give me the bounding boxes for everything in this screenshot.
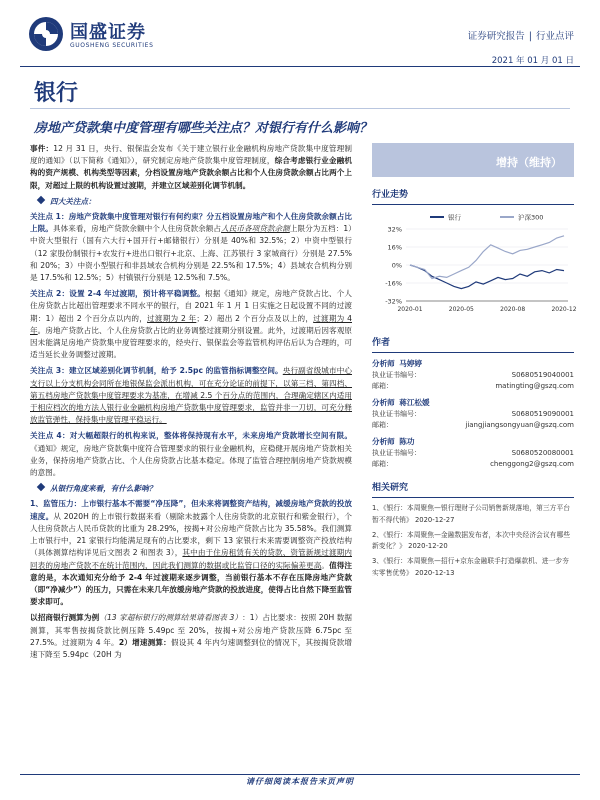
x-tick-label: 2020-08 xyxy=(500,306,526,313)
x-tick-label: 2020-05 xyxy=(448,306,474,313)
y-tick-label: 32% xyxy=(387,225,402,234)
event-text: 12 月 31 日，央行、银保监会发布《关于建立银行业金融机构房地产贷款集中度管理制度的通知》（以下简称《通知》），研究制定房地产贷款集中度管理制度， xyxy=(30,144,352,166)
report-date: 2021 年 01 月 01 日 xyxy=(491,56,574,66)
analyst-card xyxy=(372,397,574,431)
analyst-email-label: 邮箱： xyxy=(372,421,393,429)
legend-label: 沪深300 xyxy=(518,213,544,222)
related-research-item[interactable] xyxy=(372,530,574,554)
trend-chart xyxy=(372,211,577,321)
x-tick-label: 2020-12 xyxy=(551,306,577,313)
analyst-name-row xyxy=(372,358,574,370)
related-item-number: 3、 xyxy=(372,557,384,566)
analyst-card xyxy=(372,358,574,392)
analyst-role: 分析师 xyxy=(372,437,395,446)
analyst-name: 蒋江松媛 xyxy=(399,398,430,407)
related-item-title: 《银行：本周聚焦—银行理财子公司销售新规落地，第三方平台暂不得代销》 xyxy=(372,504,571,524)
related-research-title: 相关研究 xyxy=(372,480,574,498)
related-research-item[interactable] xyxy=(372,556,574,580)
related-item-date: 2020-12-20 xyxy=(405,542,448,551)
related-item-date: 2020-12-13 xyxy=(412,568,455,577)
analyst-email-label: 邮箱： xyxy=(372,460,393,468)
related-item-title: 《银行：本周聚焦—招行+京东金融联手打造爆款机、进一步夯实零售优势》 xyxy=(372,557,569,577)
focus-point-1-lead: 关注点 1：房地产贷款集中度管理对银行有何约束？分五档设置房地产和个人住房贷款余额占比上限。 xyxy=(30,212,352,234)
analyst-card xyxy=(372,436,574,470)
logo-mark-icon xyxy=(28,16,64,52)
analyst-name-row xyxy=(372,436,574,448)
focus-point-4-lead: 关注点 4：对大幅超限行的机构来说，整体将保持现有水平，未来房地产贷款增长空间有限。 xyxy=(30,431,352,441)
sector-divider xyxy=(30,108,570,109)
y-tick-label: -16% xyxy=(385,279,402,288)
analyst-cert-row xyxy=(372,370,574,381)
report-sidebar xyxy=(372,143,577,583)
x-tick-label: 2020-01 xyxy=(397,306,423,313)
sector-title: 银行 xyxy=(34,81,79,106)
impact-2-lead: 以招商银行测算为例 xyxy=(30,613,100,623)
analyst-cert-label: 执业证书编号： xyxy=(372,410,421,418)
report-headline: 房地产贷款集中度管理有哪些关注点？对银行有什么影响？ xyxy=(34,121,373,136)
analyst-cert-row xyxy=(372,448,574,459)
focus-point-4: 关注点 4：对大幅超限行的机构来说，整体将保持现有水平，未来房地产贷款增长空间有限。《通知》规定，房地产贷款集中度符合管理要求的银行业金融机构，应稳健开展房地产贷款相关业务，保持房地产贷款占比、个人住房贷款占比基本稳定。体现了监管合理控制房地产贷款规模的意图。 xyxy=(30,431,352,478)
footer-disclaimer: 请仔细阅读本报告末页声明 xyxy=(246,777,354,786)
related-research-list xyxy=(372,503,574,580)
focus-point-2: 关注点 2：设置 2-4 年过渡期，预计将平稳调整。根据《通知》规定，房地产贷款占比、个人住房贷款占比超出管理要求不同水平的银行，自 2021 年 1 月 1 日实施之日起设置不同的过渡期：1）超出 2 个百分点以内的，过渡期为 2 年；2）超出 2 个百分点及以上的，过渡期为 4 年。房地产贷款占比、个人住房贷款占比的业务调整过渡期分别设置。此外，过渡期后因客观原因未能满足房地产贷款集中度管理要求的，经央行、银保监会等监管机构评估后认为合理的，可适当延长业务调整过渡期。 xyxy=(30,289,352,360)
y-tick-label: 16% xyxy=(387,243,402,252)
focus-point-3: 关注点 3：建立区域差别化调节机制，给予 2.5pc 的监管指标调整空间。央行副省级城市中心支行以上分支机构会同所在地银保监会派出机构，可在充分论证的前提下，以第三档、第四档、第五档房地产贷款集中度管理要求为基准，在增减 2.5 个百分点的范围内，合理确定辖区内适用于相应档次的地方法人银行业金融机构房地产贷款集中度管理要求，监管并非一刀切，可充分释放监管弹性，保持集中度管理平稳运行。 xyxy=(30,366,352,425)
diamond-bullet-icon xyxy=(37,196,45,204)
company-logo xyxy=(28,14,188,60)
analyst-email-row xyxy=(372,420,574,431)
event-paragraph xyxy=(30,143,352,192)
rating-banner: 增持（维持） xyxy=(372,143,574,177)
legend-label: 银行 xyxy=(448,213,461,222)
related-item-number: 1、 xyxy=(372,504,384,512)
diamond-bullet-icon xyxy=(37,483,45,491)
footer-divider xyxy=(20,774,580,775)
report-category: 行业点评 xyxy=(535,31,574,42)
focus-point-1: 关注点 1：房地产贷款集中度管理对银行有何约束？分五档设置房地产和个人住房贷款余额占比上限。具体来看，房地产贷款余额中个人住房贷款余额占人民币各项贷款余额上限分为五档：1）中资大型银行（国有六大行+国开行+邮储银行）分别是 40%和 32.5%；2）中资中型银行（12 家股份制银行+农发行+进出口银行+北京、上海、江苏银行 3 家城商行）分别是 27.5%和 20%；3）中资小型银行和非县域农合机构分别是 22.5%和 17.5%；4）县域农合机构分别是 17.5%和 12.5%；5）村镇银行分别是 12.5%和 7.5%。 xyxy=(30,212,353,283)
y-tick-label: 0% xyxy=(391,261,402,270)
analyst-email[interactable]: jiangjiangsongyuan@gszq.com xyxy=(465,421,574,429)
analyst-name-row xyxy=(372,397,574,409)
report-body xyxy=(30,143,352,665)
analyst-role: 分析师 xyxy=(372,359,395,368)
y-tick-label: -32% xyxy=(385,297,402,306)
trend-title: 行业走势 xyxy=(372,187,574,205)
related-item-date: 2020-12-27 xyxy=(412,515,455,524)
focus-point-2-lead: 关注点 2：设置 2-4 年过渡期，预计将平稳调整。 xyxy=(30,289,205,299)
impact-paragraph-2: 以招商银行测算为例（13 家超标银行的测算结果请看图表 3）：1）占比要求：按照 20H 数据测算，其零售按揭贷款比例压降 5.49pc 至 20%，按揭+对公房地产贷款压降 6.75pc 至 27.5%。过渡期为 4 年。2）增速测算：假设其 4 年内匀速调整到位的情况下，其按揭贷款增速下降至 5.94pc（20H 为 xyxy=(30,613,352,659)
analyst-email[interactable]: matingting@gszq.com xyxy=(495,382,574,390)
analyst-cert-row xyxy=(372,409,574,420)
impact-1-lead: 1、监管压力：上市银行基本不需要“净压降”，但未来将调整资产结构，减缓房地产贷款的投放速度。 xyxy=(30,499,352,521)
report-type: 证券研究报告 xyxy=(467,31,525,42)
analyst-name: 陈功 xyxy=(399,437,415,446)
analyst-email[interactable]: chenggong2@gszq.com xyxy=(490,460,574,468)
trend-chart-svg xyxy=(372,211,577,321)
analyst-email-row xyxy=(372,381,574,392)
related-item-title: 《银行：本周聚焦—金融数据发布者，本次中央经济会议有哪些新变化？》 xyxy=(372,530,571,551)
header-separator: | xyxy=(528,31,532,42)
analyst-role: 分析师 xyxy=(372,398,395,407)
related-research-item[interactable] xyxy=(372,503,574,527)
related-item-number: 2、 xyxy=(372,530,384,539)
logo-chinese-name: 国盛证券 xyxy=(70,22,146,43)
header-divider xyxy=(20,66,580,67)
analyst-email-row xyxy=(372,459,574,470)
analyst-cert: S0680519040001 xyxy=(511,371,574,379)
report-header xyxy=(20,8,580,66)
analyst-cert-label: 执业证书编号： xyxy=(372,371,421,379)
section-heading-impact: 从银行角度来看，有什么影响？ xyxy=(38,483,352,495)
analysts-title: 作者 xyxy=(372,335,574,353)
series-line-bank xyxy=(410,265,564,289)
analyst-cert: S0680520080001 xyxy=(511,449,574,457)
report-type-line xyxy=(468,28,574,42)
event-bold: 综合考虑银行业金融机构的资产规模、机构类型等因素，分档设置房地产贷款余额占比和个人住房贷款余额占比两个上限，对超过上限的机构设置过渡期，并建立区域差别化调节机制。 xyxy=(30,156,353,190)
analyst-name: 马婷婷 xyxy=(399,359,423,368)
section-heading-focus: 四大关注点： xyxy=(38,196,352,208)
impact-paragraph-1: 1、监管压力：上市银行基本不需要“净压降”，但未来将调整资产结构，减缓房地产贷款的投放速度。从 2020H 的上市银行数据来看（剔除未披露个人住房贷款的北京银行和紫金银行），个人住房贷款占人民币贷款的比重为 28.29%，按揭+对公房地产贷款占比为 35.58%。我们测算上市银行中，21 家银行均能满足现有的占比要求，剩下 13 家银行未来需要调整资产投放结构（具体测算结构详见后文图表 2 和图表 3），其中由于住房租赁有关的贷款、资管新规过渡期内回表的房地产贷款不在统计范围内，因此我们测算的数据或比监管口径的实际偏差更高。值得注意的是，本次通知充分给予 2-4 年过渡期来逐步调整，当前银行基本不存在压降房地产贷款（即“净减少”）的压力，只需在未来几年放缓房地产贷款的投放进度，使得占比自然下降至监管要求即可。 xyxy=(30,499,353,607)
analyst-list xyxy=(372,358,574,470)
analyst-email-label: 邮箱： xyxy=(372,382,393,390)
logo-english-name: GUOSHENG SECURITIES xyxy=(70,42,154,49)
analyst-cert: S0680519090001 xyxy=(511,410,574,418)
focus-point-3-lead: 关注点 3：建立区域差别化调节机制，给予 2.5pc 的监管指标调整空间。 xyxy=(30,366,283,376)
series-line-csi300 xyxy=(410,236,564,279)
analyst-cert-label: 执业证书编号： xyxy=(372,449,421,457)
event-lead: 事件： xyxy=(30,144,54,153)
